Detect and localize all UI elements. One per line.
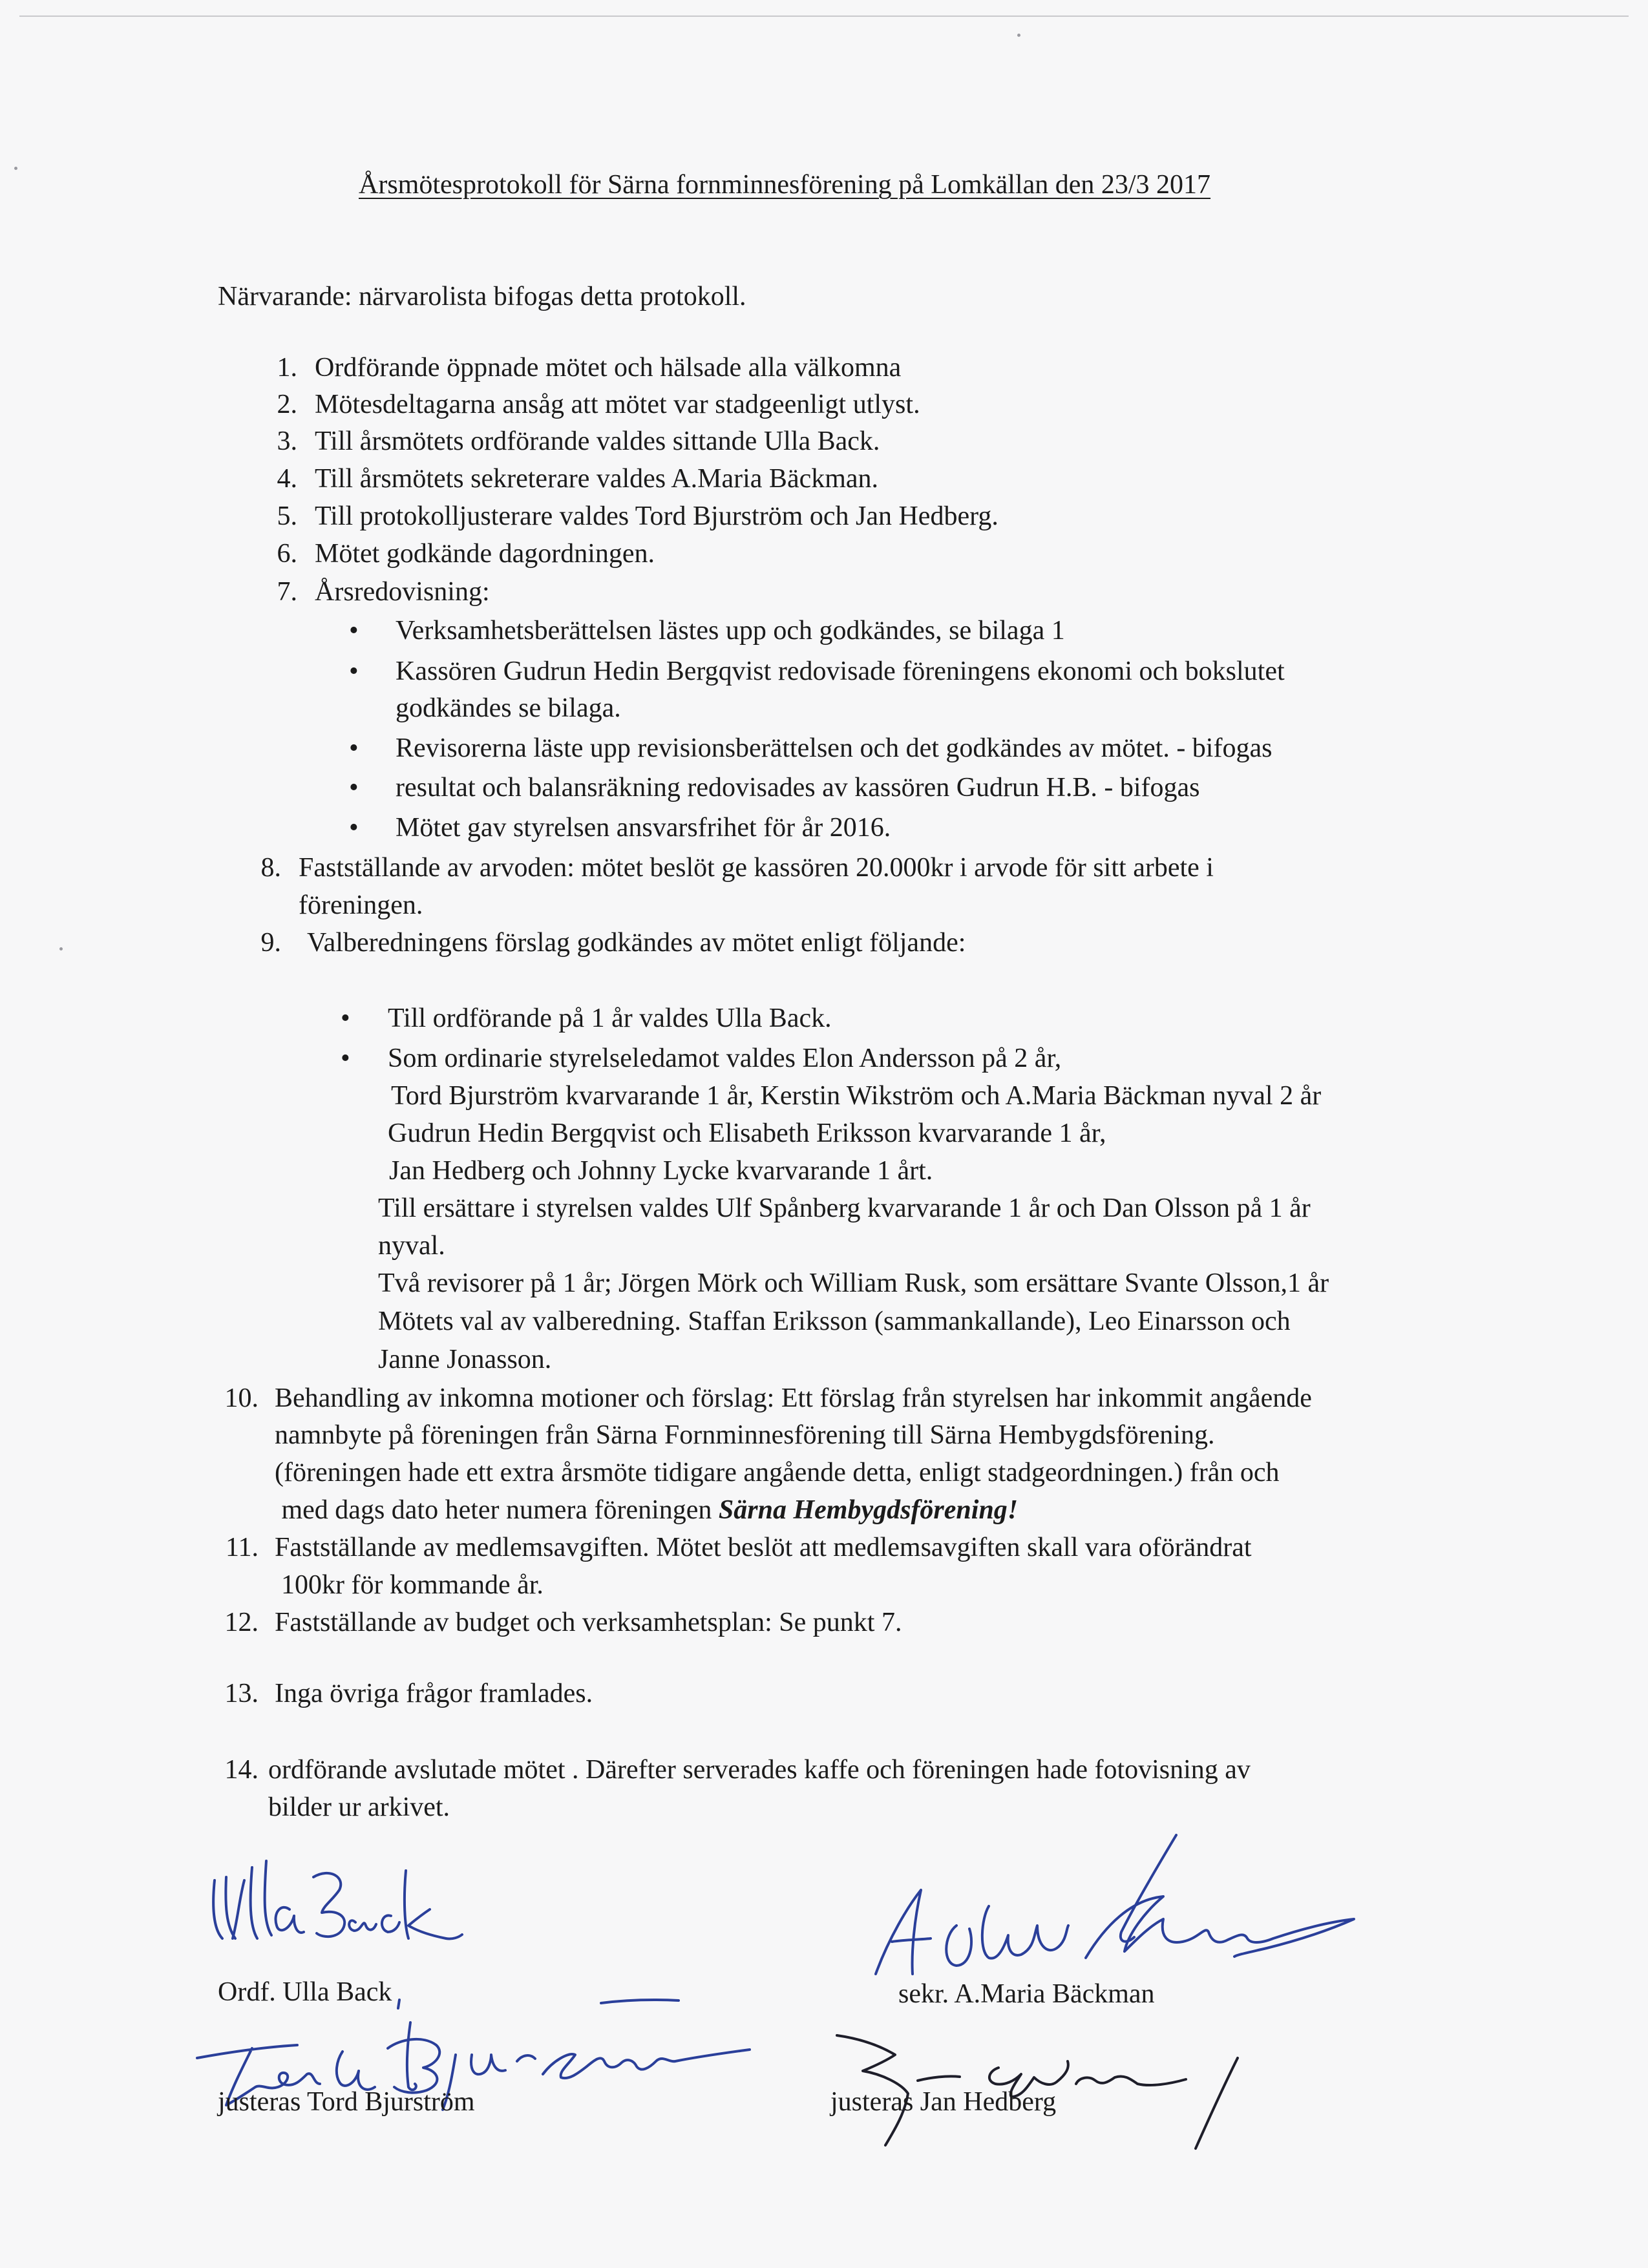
item-text: Valberedningens förslag godkändes av mötet enligt följande: [307,928,966,958]
new-association-name: Särna Hembygdsförening! [718,1495,1019,1525]
item9-extra-line: Till ersättare i styrelsen valdes Ulf Spånberg kvarvarande 1 år och Dan Olsson på 1 år [378,1193,1311,1223]
item-text: Till årsmötets sekreterare valdes A.Maria Bäckman. [315,464,879,494]
scan-speck [1017,34,1020,37]
item-text: Behandling av inkomna motioner och förslag: Ett förslag från styrelsen har inkommit angående [275,1383,1312,1413]
bullet-text: Revisorerna läste upp revisionsberättelsen och det godkändes av mötet. - bifogas [396,733,1273,763]
bullet-text: Mötet gav styrelsen ansvarsfrihet för år 2016. [396,813,891,843]
item-text: Till protokolljusterare valdes Tord Bjurström och Jan Hedberg. [315,501,998,531]
scan-speck [14,167,17,170]
item-text: ordförande avslutade mötet . Därefter serverades kaffe och föreningen hade fotovisning av [268,1755,1251,1785]
item-number: 5. [277,501,297,531]
bullet-text: Tord Bjurström kvarvarande 1 år, Kerstin Wikström och A.Maria Bäckman nyval 2 år [391,1081,1322,1111]
item-number: 13. [224,1679,259,1708]
bullet-text: Jan Hedberg och Johnny Lycke kvarvarande 1 årt. [389,1156,933,1186]
item-number: 3. [277,426,297,456]
bullet: • [341,1003,350,1033]
item-number: 6. [277,539,297,569]
item-number: 2. [277,390,297,419]
adjuster1-signature-label: justeras Tord Bjurström [218,2087,475,2117]
item-number: 4. [277,464,297,494]
item-text: Fastställande av budget och verksamhetsplan: Se punkt 7. [275,1608,902,1637]
signature-ulla-back [207,1848,465,1977]
document-title: Årsmötesprotokoll för Särna fornminnesförening på Lomkällan den 23/3 2017 [359,170,1211,200]
item-number: 12. [224,1608,259,1637]
item-text: Mötet godkände dagordningen. [315,539,655,569]
adjuster2-signature-label: justeras Jan Hedberg [830,2087,1057,2117]
item-number: 11. [226,1533,259,1562]
secretary-signature-label: sekr. A.Maria Bäckman [898,1979,1155,2009]
item-text: bilder ur arkivet. [268,1792,450,1822]
item-text: Årsredovisning: [315,577,490,607]
item-text: med dags dato heter numera föreningen [275,1495,719,1525]
item-number: 10. [224,1383,259,1413]
scan-speck [59,947,63,950]
item9-extra-line: Mötets val av valberedning. Staffan Eriksson (sammankallande), Leo Einarsson och [378,1307,1291,1336]
item9-extra-line: nyval. [378,1231,445,1261]
bullet-text: Till ordförande på 1 år valdes Ulla Back. [388,1003,832,1033]
item-text: namnbyte på föreningen från Särna Fornminnesförening till Särna Hembygdsförening. [275,1420,1215,1450]
bullet-text: Som ordinarie styrelseledamot valdes Elon Andersson på 2 år, [388,1044,1062,1073]
item-text: Ordförande öppnade mötet och hälsade alla välkomna [315,353,902,383]
bullet-text: Gudrun Hedin Bergqvist och Elisabeth Eriksson kvarvarande 1 år, [388,1118,1106,1148]
item-text: Fastställande av medlemsavgiften. Mötet beslöt att medlemsavgiften skall vara oförändrat [275,1533,1252,1562]
bullet-text: Kassören Gudrun Hedin Bergqvist redovisade föreningens ekonomi och bokslutet [396,656,1285,686]
bullet-text: godkändes se bilaga. [396,693,621,723]
bullet-text: Verksamhetsberättelsen lästes upp och godkändes, se bilaga 1 [396,616,1065,646]
item-text: Till årsmötets ordförande valdes sittande Ulla Back. [315,426,880,456]
item-text: Inga övriga frågor framlades. [275,1679,593,1708]
item-number: 7. [277,577,297,607]
item-number: 8. [260,853,281,883]
item-number: 1. [277,353,297,383]
item9-extra-line: Janne Jonasson. [378,1345,552,1374]
item-text: Mötesdeltagarna ansåg att mötet var stadgeenligt utlyst. [315,390,920,419]
signature-a-maria-backman [872,1829,1370,1984]
chair-signature-label: Ordf. Ulla Back [218,1977,392,2007]
attendance-line: Närvarande: närvarolista bifogas detta protokoll. [218,282,746,311]
item-text: (föreningen hade ett extra årsmöte tidigare angående detta, enligt stadgeordningen.) från och [275,1458,1280,1487]
bullet: • [349,773,359,803]
bullet: • [349,616,359,646]
bullet: • [349,656,359,686]
bullet: • [341,1044,350,1073]
bullet: • [349,813,359,843]
bullet: • [349,733,359,763]
item-number: 9. [260,928,281,958]
bullet-text: resultat och balansräkning redovisades av kassören Gudrun H.B. - bifogas [396,773,1200,803]
item-text-line [275,1496,1018,1524]
item-text: Fastställande av arvoden: mötet beslöt ge kassören 20.000kr i arvode för sitt arbete i [299,853,1214,883]
scan-top-edge [19,16,1629,17]
item-number: 14. [224,1755,259,1785]
item9-extra-line: Två revisorer på 1 år; Jörgen Mörk och William Rusk, som ersättare Svante Olsson,1 år [378,1268,1329,1298]
item-text: 100kr för kommande år. [281,1570,544,1600]
item-text: föreningen. [299,890,423,920]
